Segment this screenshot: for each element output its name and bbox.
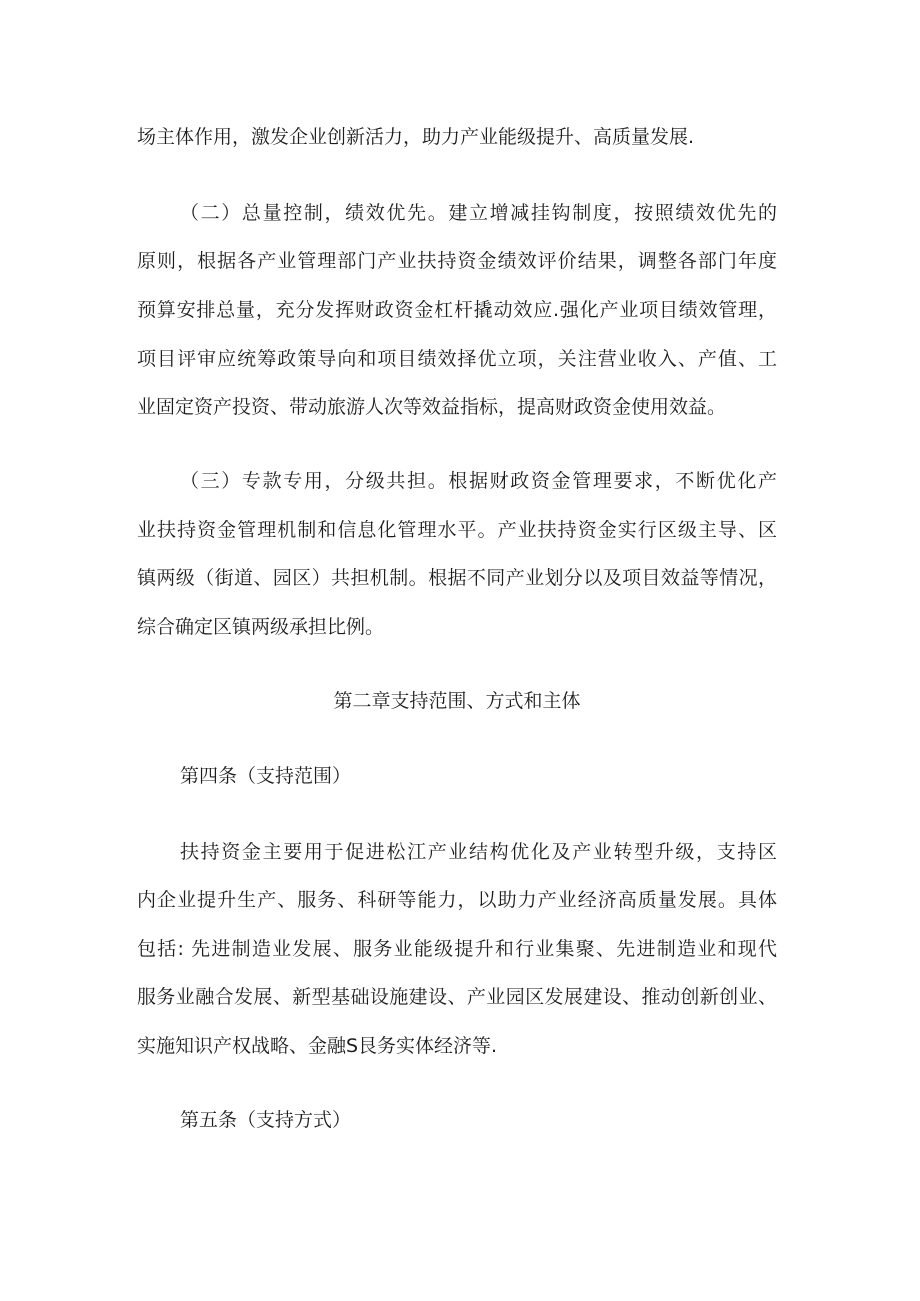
paragraph-line: 业扶持资金管理机制和信息化管理水平。产业扶持资金实行区级主导、区	[137, 519, 777, 541]
paragraph-line: （三）专款专用，分级共担。根据财政资金管理要求，不断优化产	[180, 470, 777, 492]
paragraph-line: 预算安排总量，充分发挥财政资金杠杆撬动效应.强化产业项目绩效管理，	[137, 299, 777, 321]
paragraph-line: 包括: 先进制造业发展、服务业能级提升和行业集聚、先进制造业和现代	[137, 938, 777, 960]
paragraph-line: 服务业融合发展、新型基础设施建设、产业园区发展建设、推动创新创业、	[137, 986, 777, 1008]
paragraph-line: 内企业提升生产、服务、科研等能力，以助力产业经济高质量发展。具体	[137, 889, 777, 911]
article-heading: 第五条（支持方式）	[180, 1109, 352, 1131]
paragraph-line: 场主体作用，激发企业创新活力，助力产业能级提升、高质量发展.	[137, 126, 695, 148]
paragraph-line: 镇两级（街道、园区）共担机制。根据不同产业划分以及项目效益等情况，	[137, 567, 777, 589]
paragraph-line: 综合确定区镇两级承担比例。	[137, 616, 385, 638]
paragraph-line: 扶持资金主要用于促进松江产业结构优化及产业转型升级，支持区	[180, 841, 777, 863]
paragraph-line: 项目评审应统筹政策导向和项目绩效择优立项，关注营业收入、产值、工	[137, 348, 777, 370]
paragraph-line: 业固定资产投资、带动旅游人次等效益指标，提高财政资金使用效益。	[137, 396, 727, 418]
article-heading: 第四条（支持范围）	[180, 765, 352, 787]
paragraph-line: 实施知识产权战略、金融S艮务实体经济等.	[137, 1035, 498, 1057]
paragraph-line: 原则，根据各产业管理部门产业扶持资金绩效评价结果，调整各部门年度	[137, 250, 777, 272]
chapter-heading: 第二章支持范围、方式和主体	[333, 690, 581, 712]
paragraph-line: （二）总量控制，绩效优先。建立增减挂钩制度，按照绩效优先的	[180, 202, 777, 224]
